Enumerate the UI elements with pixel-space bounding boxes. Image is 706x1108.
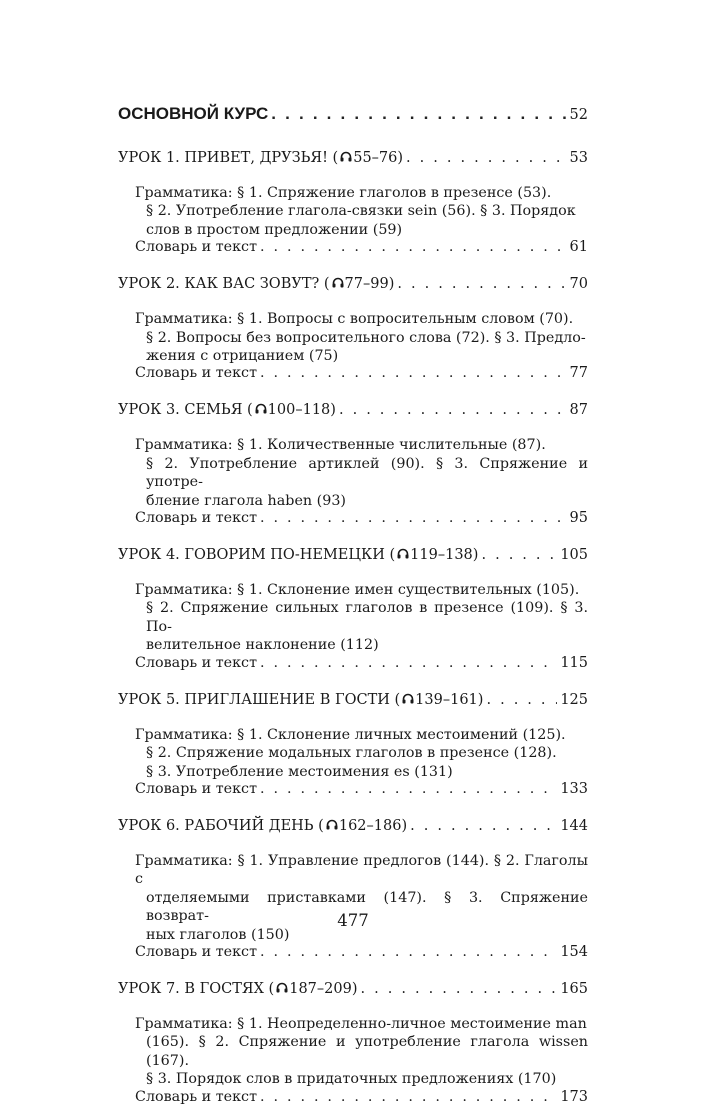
- leader-dots: [481, 547, 557, 563]
- dictionary-label: Словарь и текст: [135, 510, 257, 527]
- grammar-line: § 3. Порядок слов в придаточных предложениях (170): [146, 1071, 557, 1088]
- leader-dots: [260, 510, 567, 526]
- lesson-title: УРОК 6. РАБОЧИЙ ДЕНЬ (: [118, 817, 324, 834]
- dictionary-page: 115: [560, 654, 588, 671]
- lesson-entry: [118, 276, 588, 384]
- grammar-contents: [135, 1015, 588, 1089]
- dictionary-label: Словарь и текст: [135, 654, 257, 671]
- leader-dots: [260, 365, 567, 381]
- audio-tracks: 100–118: [267, 402, 331, 419]
- lesson-page: 144: [560, 817, 588, 834]
- dictionary-page: 77: [569, 365, 588, 382]
- dictionary-label: Словарь и текст: [135, 1088, 257, 1105]
- leader-dots: [486, 692, 557, 708]
- grammar-line: Грамматика: § 1. Вопросы с вопросительным словом (70).: [135, 311, 574, 328]
- grammar-line: § 2. Употребление глагола-связки sein (56). § 3. Порядок: [146, 203, 576, 220]
- dictionary-label: Словарь и текст: [135, 943, 257, 960]
- dictionary-entry: [135, 781, 588, 800]
- grammar-line: § 2. Спряжение сильных глаголов в презенсе (109). § 3. По-: [146, 600, 588, 635]
- lesson-heading: [118, 276, 588, 298]
- leader-dots: [260, 781, 557, 797]
- lesson-heading: [118, 981, 588, 1003]
- lesson-heading: [118, 547, 588, 569]
- audio-tracks: 162–186: [338, 817, 402, 834]
- lesson-title-close: ): [388, 276, 395, 293]
- table-of-contents: [118, 104, 588, 1108]
- grammar-line: § 2. Употребление артиклей (90). § 3. Спряжение и употре-: [146, 455, 588, 491]
- grammar-line: § 2. Вопросы без вопросительного слова (72). § 3. Предло-: [146, 329, 586, 346]
- headphones-icon: [276, 982, 288, 993]
- dictionary-page: 173: [560, 1088, 588, 1105]
- dictionary-entry: [135, 944, 588, 963]
- dictionary-entry: [135, 655, 588, 674]
- audio-tracks: 119–138: [410, 547, 473, 564]
- leader-dots: [260, 655, 557, 671]
- lesson-title-close: ): [397, 150, 404, 166]
- lesson-title: УРОК 7. В ГОСТЯХ (: [118, 980, 275, 997]
- audio-tracks: 139–161: [415, 691, 478, 708]
- lesson-heading: [118, 692, 588, 714]
- main-course-heading: [118, 104, 588, 128]
- lesson-title-close: ): [351, 980, 358, 997]
- leader-dots: [406, 150, 567, 166]
- audio-tracks: 187–209: [289, 980, 352, 997]
- dictionary-page: 95: [569, 510, 588, 527]
- grammar-line: (165). § 2. Спряжение и употребление глагола wissen (167).: [146, 1034, 588, 1069]
- lesson-page: 53: [569, 150, 588, 166]
- dictionary-entry: [135, 365, 588, 384]
- grammar-line: Грамматика: § 1. Количественные числительные (87).: [135, 437, 546, 454]
- lesson-entry: [118, 981, 588, 1108]
- dictionary-entry: [135, 1089, 588, 1108]
- grammar-line: бление глагола haben (93): [146, 492, 347, 509]
- dictionary-label: Словарь и текст: [135, 780, 257, 797]
- leader-dots: [410, 818, 557, 834]
- lesson-page: 105: [560, 547, 588, 564]
- grammar-contents: [135, 310, 588, 365]
- lesson-page: 70: [569, 276, 588, 293]
- lesson-title: УРОК 3. СЕМЬЯ (: [118, 402, 253, 419]
- leader-dots: [271, 104, 566, 124]
- grammar-line: § 3. Употребление местоимения es (131): [146, 763, 453, 780]
- lesson-title: УРОК 1. ПРИВЕТ, ДРУЗЬЯ! (: [118, 150, 339, 166]
- dictionary-entry: [135, 239, 588, 258]
- headphones-icon: [340, 151, 352, 162]
- lesson-title: УРОК 4. ГОВОРИМ ПО-НЕМЕЦКИ (: [118, 547, 396, 564]
- grammar-contents: [135, 184, 588, 239]
- page-number: 477: [337, 911, 369, 930]
- grammar-contents: [135, 436, 588, 510]
- grammar-contents: [135, 581, 588, 655]
- grammar-line: отделяемыми приставками (147). § 3. Спряжение возврат-: [146, 889, 588, 925]
- lesson-title-close: ): [330, 402, 336, 419]
- audio-tracks: 55–76: [353, 150, 398, 166]
- lesson-entry: [118, 818, 588, 963]
- lesson-title-close: ): [472, 547, 479, 564]
- lesson-entry: [118, 547, 588, 674]
- grammar-line: жения с отрицанием (75): [146, 348, 339, 365]
- dictionary-page: 61: [569, 239, 588, 256]
- dictionary-label: Словарь и текст: [135, 239, 257, 256]
- lesson-entry: [118, 692, 588, 800]
- lesson-entry: [118, 402, 588, 529]
- leader-dots: [260, 239, 567, 255]
- lesson-heading: [118, 818, 588, 840]
- lesson-page: 87: [569, 402, 588, 419]
- lesson-entry: [118, 150, 588, 258]
- lesson-page: 125: [560, 691, 588, 708]
- lesson-title-close: ): [477, 691, 484, 708]
- grammar-line: Грамматика: § 1. Склонение личных местоимений (125).: [135, 726, 566, 743]
- lesson-heading: [118, 402, 588, 424]
- dictionary-entry: [135, 510, 588, 529]
- lesson-title: УРОК 5. ПРИГЛАШЕНИЕ В ГОСТИ (: [118, 691, 401, 708]
- dictionary-page: 133: [560, 780, 588, 797]
- headphones-icon: [332, 277, 344, 288]
- grammar-line: Грамматика: § 1. Спряжение глаголов в презенсе (53).: [135, 185, 552, 201]
- grammar-line: Грамматика: § 1. Неопределенно-личное местоимение man: [135, 1015, 587, 1032]
- grammar-line: слов в простом предложении (59): [146, 221, 403, 238]
- leader-dots: [260, 944, 557, 960]
- grammar-contents: [135, 852, 588, 944]
- headphones-icon: [397, 548, 409, 559]
- lesson-page: 165: [560, 980, 588, 997]
- main-course-page: 52: [569, 107, 588, 123]
- grammar-line: ных глаголов (150): [146, 926, 290, 943]
- dictionary-label: Словарь и текст: [135, 365, 257, 382]
- grammar-contents: [135, 726, 588, 781]
- audio-tracks: 77–99: [344, 276, 389, 293]
- lesson-title: УРОК 2. КАК ВАС ЗОВУТ? (: [118, 276, 330, 293]
- headphones-icon: [326, 819, 338, 830]
- grammar-line: § 2. Спряжение модальных глаголов в презенсе (128).: [146, 745, 557, 762]
- main-course-title: ОСНОВНОЙ КУРС: [118, 104, 269, 123]
- headphones-icon: [402, 693, 414, 704]
- leader-dots: [397, 276, 566, 292]
- grammar-line: Грамматика: § 1. Склонение имен существительных (105).: [135, 582, 580, 599]
- dictionary-page: 154: [560, 943, 588, 960]
- leader-dots: [361, 981, 558, 997]
- headphones-icon: [255, 403, 267, 414]
- grammar-line: Грамматика: § 1. Управление предлогов (144). § 2. Глаголы с: [135, 852, 588, 888]
- lesson-title-close: ): [401, 817, 408, 834]
- lesson-heading: [118, 150, 588, 172]
- leader-dots: [339, 402, 567, 418]
- grammar-line: велительное наклонение (112): [146, 637, 379, 654]
- leader-dots: [260, 1089, 557, 1105]
